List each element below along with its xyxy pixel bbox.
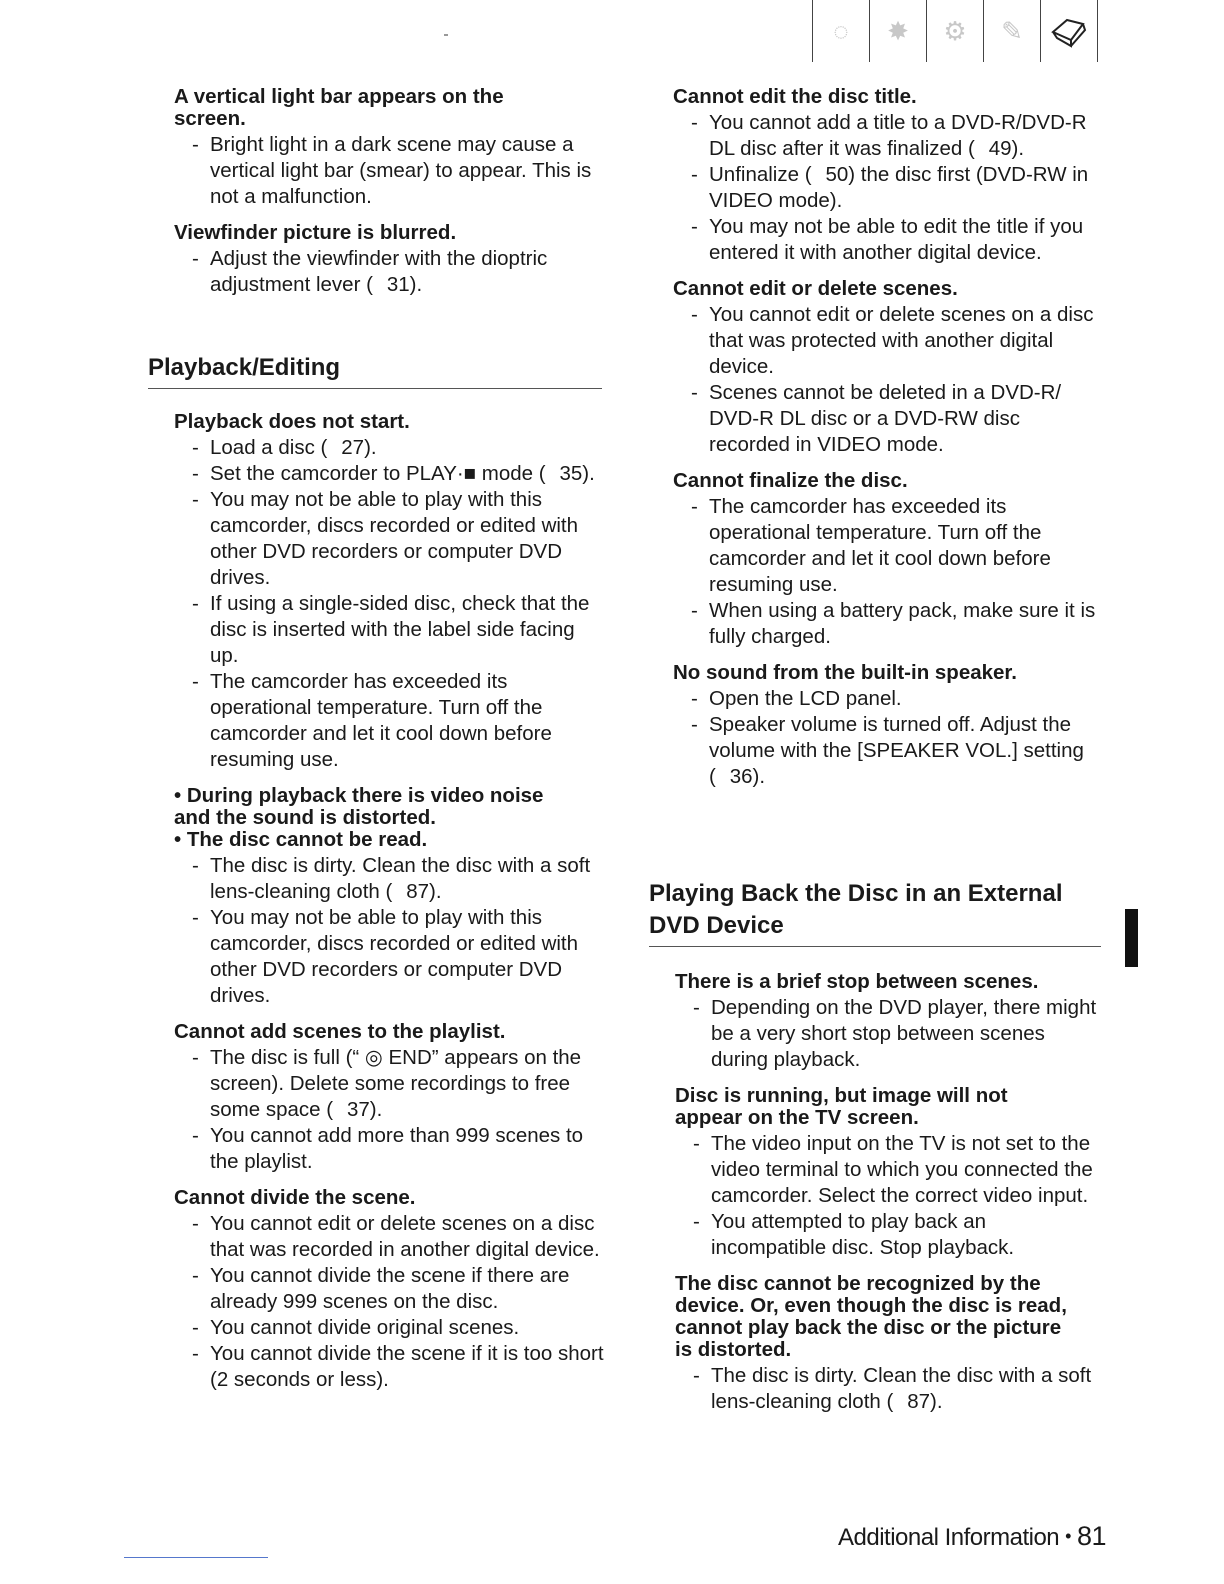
solution-item: - Adjust the viewfinder with the dioptric adjustment lever ( 31). [174,246,604,298]
solution-item: - When using a battery pack, make sure it is fully charged. [673,598,1103,650]
solution-list [174,132,604,210]
divider [124,1557,268,1558]
solution-item: - The video input on the TV is not set to the video terminal to which you connected the camcorder. Select the correct video input. [675,1131,1105,1209]
solution-list [675,1131,1105,1261]
troubleshooting-issue [675,971,1105,1073]
issue-title: Cannot edit the disc title. [673,85,917,108]
issue-title: Playback does not start. [174,410,410,433]
solution-list [675,995,1105,1073]
issue-title: Viewfinder picture is blurred. [174,221,457,244]
solution-list [673,302,1103,458]
solution-item: - You cannot add more than 999 scenes to the playlist. [174,1123,604,1175]
solution-list [673,686,1103,790]
solution-item: - Speaker volume is turned off. Adjust the volume with the [SPEAKER VOL.] setting ( 36). [673,712,1103,790]
solution-item: - You cannot edit or delete scenes on a disc that was recorded in another digital device. [174,1211,604,1263]
book-icon[interactable] [1040,0,1098,62]
solution-item: - The camcorder has exceeded its operational temperature. Turn off the camcorder and let it cool down before resuming use. [673,494,1103,598]
section-external-dvd [649,878,1101,1427]
solution-list [174,435,604,773]
troubleshooting-issue [675,1273,1105,1415]
solution-item: - The disc is dirty. Clean the disc with a soft lens-cleaning cloth ( 87). [174,853,604,905]
gear-icon[interactable]: ⚙ [926,0,983,62]
solution-item: - You may not be able to play with this camcorder, discs recorded or edited with other DVD recorders or computer DVD drives. [174,487,604,591]
troubleshooting-issue [174,1021,604,1175]
issue-title: Cannot finalize the disc. [673,469,908,492]
troubleshooting-issue [174,1187,604,1393]
solution-item: - The disc is full (“ ◎ END” appears on the screen). Delete some recordings to free some space ( 37). [174,1045,604,1123]
solution-item: - Bright light in a dark scene may cause a vertical light bar (smear) to appear. This is not a malfunction. [174,132,604,210]
issue-title: The disc cannot be recognized by the device. Or, even though the disc is read, cannot play back the disc or the picture is distorted. [675,1272,1067,1361]
chapter-nav [812,0,1098,62]
left-column [174,86,604,310]
troubleshooting-issue [673,470,1103,650]
footer-bullet: • [1065,1526,1071,1546]
issue-title: There is a brief stop between scenes. [675,970,1039,993]
page-footer [838,1519,1106,1555]
solution-item: - You attempted to play back an incompatible disc. Stop playback. [675,1209,1105,1261]
solution-list [673,494,1103,650]
issue-title: No sound from the built-in speaker. [673,661,1017,684]
solution-list [174,853,604,1009]
right-column [673,86,1103,802]
solution-item: - Open the LCD panel. [673,686,1103,712]
troubleshooting-issue [174,785,604,1009]
troubleshooting-issue [675,1085,1105,1261]
solution-item: - Unfinalize ( 50) the disc first (DVD-RW in VIDEO mode). [673,162,1103,214]
issue-title: • During playback there is video noise and the sound is distorted. • The disc cannot be read. [174,784,544,851]
troubleshooting-issue [174,86,604,210]
issue-title: Cannot add scenes to the playlist. [174,1020,506,1043]
section-title: Playback/Editing [148,352,602,389]
troubleshooting-issue [174,411,604,773]
solution-item: - Depending on the DVD player, there might be a very short stop between scenes during playback. [675,995,1105,1073]
troubleshooting-issue [673,662,1103,790]
solution-item: - Load a disc ( 27). [174,435,604,461]
troubleshooting-issue [673,278,1103,458]
solution-item: - Scenes cannot be deleted in a DVD-R/ DVD-R DL disc or a DVD-RW disc recorded in VIDEO mode. [673,380,1103,458]
issue-title: Cannot divide the scene. [174,1186,416,1209]
section-playback-editing [148,352,602,1405]
troubleshooting-issue [673,86,1103,266]
chapter-side-tab [1125,909,1138,967]
troubleshooting-issue [174,222,604,298]
solution-item: - You cannot divide the scene if it is too short (2 seconds or less). [174,1341,604,1393]
solution-item: - You cannot divide original scenes. [174,1315,604,1341]
wand-icon[interactable]: ✎ [983,0,1040,62]
solution-item: - Set the camcorder to PLAY·■ mode ( 35). [174,461,604,487]
solution-list [174,246,604,298]
issue-title: Disc is running, but image will not appear on the TV screen. [675,1084,1008,1129]
scan-speck [444,34,448,36]
footer-label: Additional Information [838,1524,1060,1551]
sparkle-icon[interactable]: ✸ [869,0,926,62]
solution-item: - You may not be able to play with this camcorder, discs recorded or edited with other DVD recorders or computer DVD drives. [174,905,604,1009]
solution-list [174,1045,604,1175]
circle-icon[interactable]: ◌ [812,0,869,62]
solution-item: - You cannot divide the scene if there are already 999 scenes on the disc. [174,1263,604,1315]
section-title: Playing Back the Disc in an External DVD Device [649,878,1101,947]
solution-item: - You cannot edit or delete scenes on a disc that was protected with another digital device. [673,302,1103,380]
solution-list [174,1211,604,1393]
solution-item: - The camcorder has exceeded its operational temperature. Turn off the camcorder and let it cool down before resuming use. [174,669,604,773]
solution-item: - You may not be able to edit the title if you entered it with another digital device. [673,214,1103,266]
solution-item: - If using a single-sided disc, check that the disc is inserted with the label side facing up. [174,591,604,669]
issue-title: Cannot edit or delete scenes. [673,277,958,300]
page-number: 81 [1076,1521,1106,1551]
solution-item: - You cannot add a title to a DVD-R/DVD-R DL disc after it was finalized ( 49). [673,110,1103,162]
solution-item: - The disc is dirty. Clean the disc with a soft lens-cleaning cloth ( 87). [675,1363,1105,1415]
solution-list [673,110,1103,266]
solution-list [675,1363,1105,1415]
issue-title: A vertical light bar appears on the screen. [174,85,504,130]
